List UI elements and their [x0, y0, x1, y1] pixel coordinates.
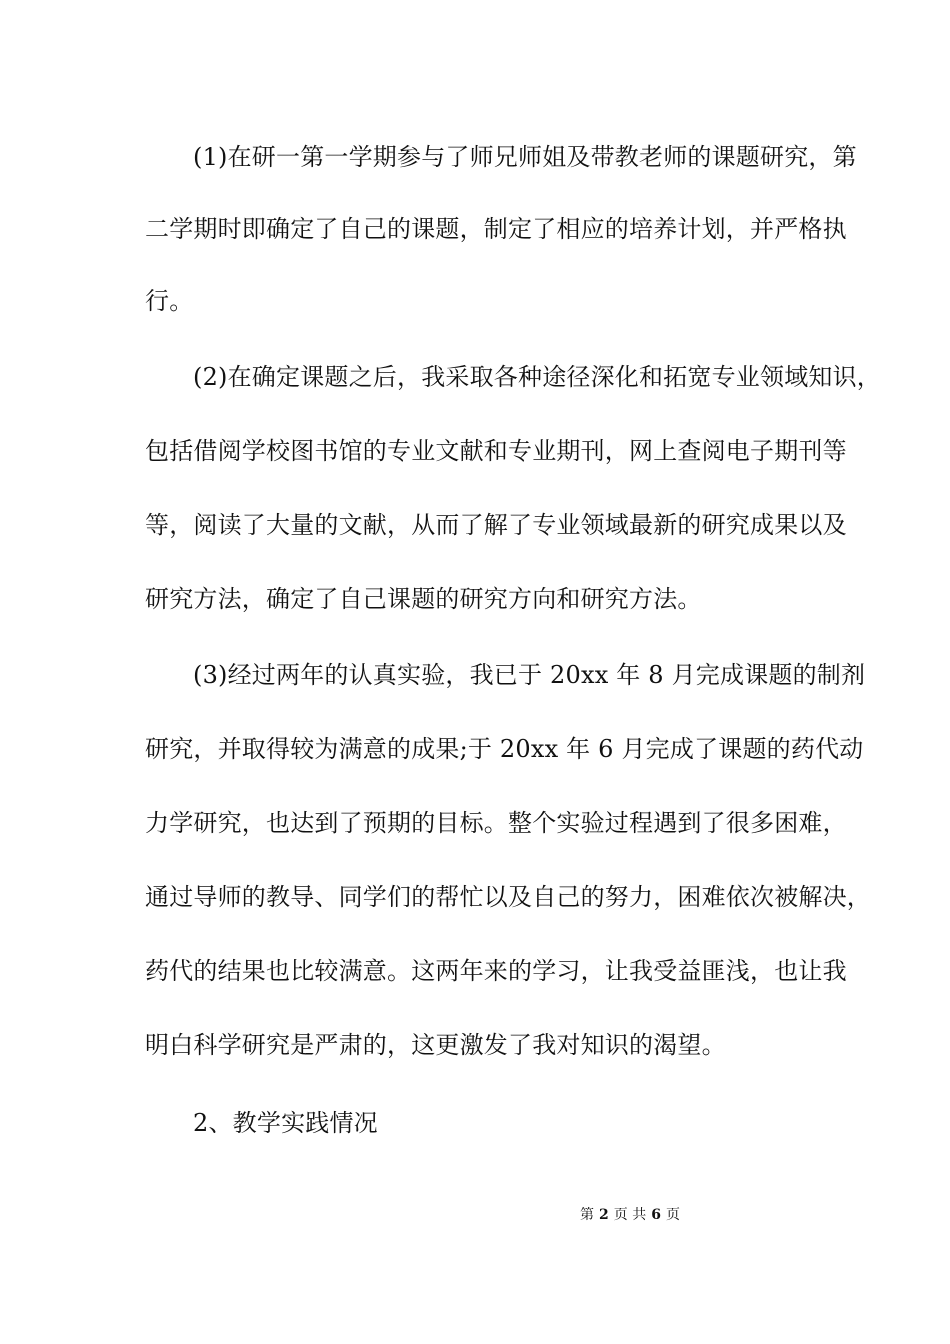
paragraph-3-line-2: 研究，并取得较为满意的成果;于 20xx 年 6 月完成了课题的药代动 [145, 735, 864, 763]
paragraph-1-line-1: (1)在研一第一学期参与了师兄师姐及带教老师的课题研究，第 [193, 143, 857, 171]
footer-current-page: 2 [599, 1207, 609, 1223]
paragraph-2-line-3: 等，阅读了大量的文献，从而了解了专业领域最新的研究成果以及 [145, 511, 847, 539]
page-footer [0, 1206, 950, 1224]
paragraph-1-line-3: 行。 [145, 287, 194, 315]
paragraph-2-line-4: 研究方法，确定了自己课题的研究方向和研究方法。 [145, 585, 702, 613]
footer-suffix: 页 [665, 1207, 680, 1223]
section-heading: 2、教学实践情况 [193, 1109, 378, 1137]
footer-middle: 页 共 [613, 1207, 647, 1223]
page-indicator [155, 1206, 950, 1224]
paragraph-1-line-2: 二学期时即确定了自己的课题，制定了相应的培养计划，并严格执 [145, 215, 847, 243]
paragraph-3-line-3: 力学研究，也达到了预期的目标。整个实验过程遇到了很多困难， [145, 809, 847, 837]
footer-prefix: 第 [580, 1207, 595, 1223]
paragraph-3-line-1: (3)经过两年的认真实验，我已于 20xx 年 8 月完成课题的制剂 [193, 661, 866, 689]
paragraph-3-line-4: 通过导师的教导、同学们的帮忙以及自己的努力，困难依次被解决， [145, 883, 871, 911]
paragraph-2-line-2: 包括借阅学校图书馆的专业文献和专业期刊，网上查阅电子期刊等 [145, 437, 847, 465]
footer-total-pages: 6 [651, 1207, 661, 1223]
paragraph-3-line-5: 药代的结果也比较满意。这两年来的学习，让我受益匪浅，也让我 [145, 957, 847, 985]
paragraph-2-line-1: (2)在确定课题之后，我采取各种途径深化和拓宽专业领域知识， [193, 363, 881, 391]
paragraph-3-line-6: 明白科学研究是严肃的，这更激发了我对知识的渴望。 [145, 1031, 726, 1059]
